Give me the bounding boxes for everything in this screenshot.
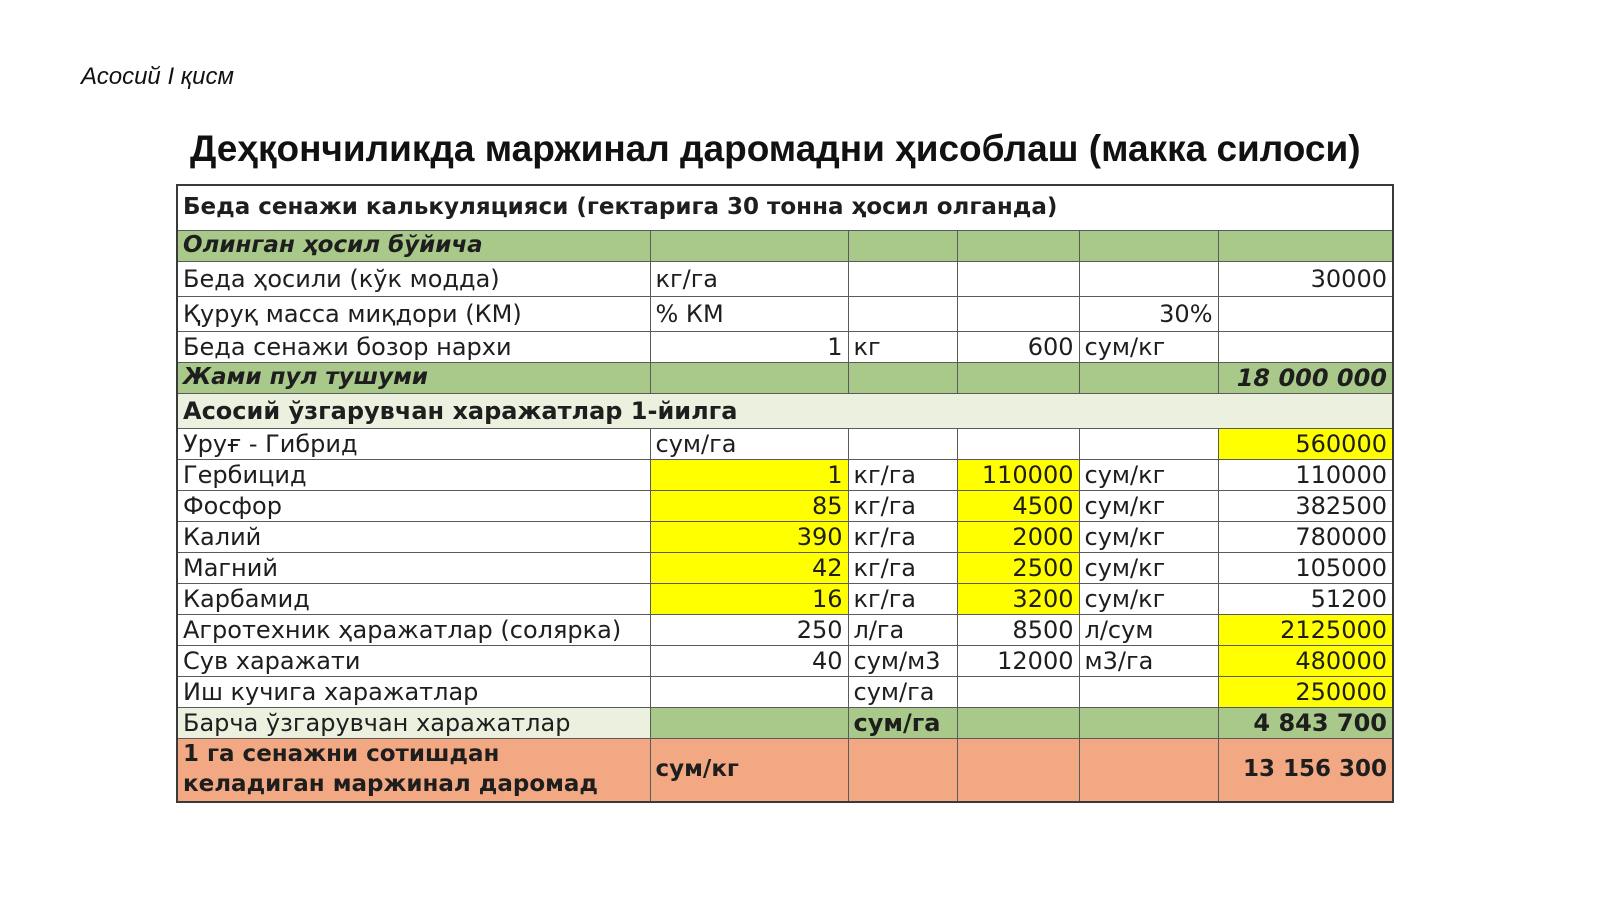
cell: сум/кг [1079, 522, 1218, 553]
cell: 30% [1079, 297, 1218, 332]
cell: 16 [650, 584, 848, 615]
cell [848, 297, 957, 332]
margin-row [177, 739, 1393, 803]
cell [650, 677, 848, 708]
result-cell: 560000 [1218, 429, 1393, 460]
cell: сум/кг [1079, 332, 1218, 363]
costs-section-header [177, 394, 1393, 429]
cell: сум/га [650, 429, 848, 460]
cell [957, 297, 1079, 332]
section-heading: Олинган ҳосил бўйича [177, 231, 650, 262]
cell [848, 262, 957, 297]
table-row [177, 615, 1393, 646]
cell: л/га [848, 615, 957, 646]
row-label: Уруғ - Гибрид [177, 429, 650, 460]
table-row [177, 646, 1393, 677]
cell: сум/кг [1079, 460, 1218, 491]
cell: 110000 [957, 460, 1079, 491]
table-row [177, 297, 1393, 332]
margin-value: 13 156 300 [1218, 739, 1393, 803]
cell: 85 [650, 491, 848, 522]
cell: 1 [650, 460, 848, 491]
cell: сум/га [848, 677, 957, 708]
cell: кг/га [848, 584, 957, 615]
table-row [177, 460, 1393, 491]
slide-title: Деҳқончиликда маржинал даромадни ҳисоблаш (макка силоси) [190, 128, 1361, 169]
row-label: Беда ҳосили (кўк модда) [177, 262, 650, 297]
result-cell [1218, 297, 1393, 332]
table-row [177, 262, 1393, 297]
result-cell: 51200 [1218, 584, 1393, 615]
cell: 3200 [957, 584, 1079, 615]
cell: л/сум [1079, 615, 1218, 646]
table-caption: Беда сенажи калькуляцияси (гектарига 30 тонна ҳосил олганда) [177, 185, 1393, 231]
cell: 600 [957, 332, 1079, 363]
table-row [177, 491, 1393, 522]
cell: кг/га [848, 460, 957, 491]
costs-total-value: 4 843 700 [1218, 708, 1393, 739]
calculation-table [176, 184, 1394, 803]
table-row [177, 429, 1393, 460]
cell: сум/кг [1079, 553, 1218, 584]
yield-section-header [177, 231, 1393, 262]
result-cell: 480000 [1218, 646, 1393, 677]
row-label: Иш кучига харажатлар [177, 677, 650, 708]
row-label: 1 га сенажни сотишдан келадиган маржинал даромад [177, 739, 650, 803]
row-label: Калий [177, 522, 650, 553]
table-row [177, 553, 1393, 584]
cell: 2000 [957, 522, 1079, 553]
costs-total-row [177, 708, 1393, 739]
cell: кг/га [848, 522, 957, 553]
cell: кг/га [848, 553, 957, 584]
cell: 8500 [957, 615, 1079, 646]
cell [1079, 677, 1218, 708]
row-label: Қуруқ масса миқдори (КМ) [177, 297, 650, 332]
unit-cell: сум/кг [650, 739, 848, 803]
result-cell: 110000 [1218, 460, 1393, 491]
cell [848, 429, 957, 460]
cell [957, 262, 1079, 297]
section-label: Асосий I қисм [81, 63, 234, 90]
revenue-total-value: 18 000 000 [1218, 363, 1393, 394]
table-caption-row [177, 185, 1393, 231]
row-label: Сув харажати [177, 646, 650, 677]
result-cell: 105000 [1218, 553, 1393, 584]
cell: сум/кг [1079, 584, 1218, 615]
cell [957, 677, 1079, 708]
table-row [177, 677, 1393, 708]
cell: 390 [650, 522, 848, 553]
unit-cell: сум/га [848, 708, 957, 739]
cell: м3/га [1079, 646, 1218, 677]
cell: 42 [650, 553, 848, 584]
cell: 1 [650, 332, 848, 363]
cell: кг [848, 332, 957, 363]
table-row [177, 584, 1393, 615]
cell: сум/м3 [848, 646, 957, 677]
result-cell: 382500 [1218, 491, 1393, 522]
table-row [177, 522, 1393, 553]
row-label: Фосфор [177, 491, 650, 522]
result-cell: 2125000 [1218, 615, 1393, 646]
cell: % КМ [650, 297, 848, 332]
cell: 40 [650, 646, 848, 677]
cell: сум/кг [1079, 491, 1218, 522]
result-cell: 780000 [1218, 522, 1393, 553]
cell: 250 [650, 615, 848, 646]
row-label: Гербицид [177, 460, 650, 491]
revenue-total-row [177, 363, 1393, 394]
table-row [177, 332, 1393, 363]
cell: кг/га [650, 262, 848, 297]
cell: 12000 [957, 646, 1079, 677]
cell: 4500 [957, 491, 1079, 522]
cell [1079, 429, 1218, 460]
row-label: Барча ўзгарувчан харажатлар [177, 708, 650, 739]
row-label: Магний [177, 553, 650, 584]
cell [957, 429, 1079, 460]
row-label: Жами пул тушуми [177, 363, 650, 394]
result-cell [1218, 332, 1393, 363]
cell: кг/га [848, 491, 957, 522]
cell [1079, 262, 1218, 297]
result-cell: 30000 [1218, 262, 1393, 297]
row-label: Карбамид [177, 584, 650, 615]
cell: 2500 [957, 553, 1079, 584]
row-label: Агротехник ҳаражатлар (солярка) [177, 615, 650, 646]
section-heading: Асосий ўзгарувчан харажатлар 1-йилга [177, 394, 1393, 429]
result-cell: 250000 [1218, 677, 1393, 708]
row-label: Беда сенажи бозор нархи [177, 332, 650, 363]
